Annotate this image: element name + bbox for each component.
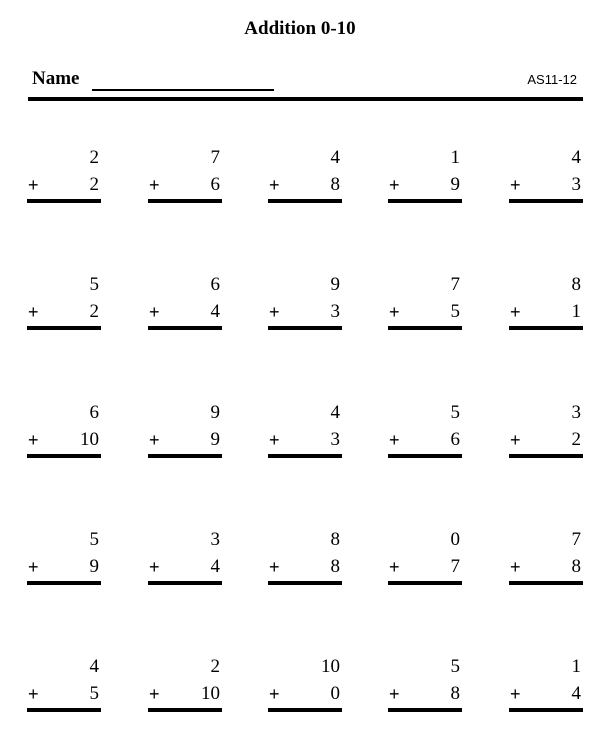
- plus-sign: +: [389, 430, 400, 450]
- answer-line[interactable]: [148, 454, 222, 458]
- answer-line[interactable]: [268, 326, 342, 330]
- top-number: 4: [89, 656, 99, 677]
- top-number: 7: [450, 274, 460, 295]
- problem: [268, 402, 342, 462]
- problem: [509, 147, 583, 207]
- plus-sign: +: [269, 557, 280, 577]
- answer-line[interactable]: [27, 454, 101, 458]
- answer-line[interactable]: [268, 708, 342, 712]
- top-number: 9: [330, 274, 340, 295]
- answer-line[interactable]: [148, 581, 222, 585]
- plus-sign: +: [269, 175, 280, 195]
- plus-sign: +: [510, 430, 521, 450]
- problem: [509, 402, 583, 462]
- answer-line[interactable]: [509, 326, 583, 330]
- problem: [27, 274, 101, 334]
- top-number: 7: [210, 147, 220, 168]
- problem: [148, 402, 222, 462]
- top-number: 4: [330, 147, 340, 168]
- bottom-number: 7: [450, 556, 460, 577]
- plus-sign: +: [149, 175, 160, 195]
- plus-sign: +: [269, 430, 280, 450]
- bottom-number: 8: [330, 556, 340, 577]
- problem: [388, 402, 462, 462]
- bottom-number: 0: [330, 683, 340, 704]
- problem: [388, 147, 462, 207]
- problem: [388, 274, 462, 334]
- plus-sign: +: [389, 175, 400, 195]
- problem: [509, 529, 583, 589]
- problem: [27, 147, 101, 207]
- problem: [148, 656, 222, 716]
- problem: [388, 529, 462, 589]
- answer-line[interactable]: [148, 199, 222, 203]
- bottom-number: 2: [89, 174, 99, 195]
- answer-line[interactable]: [388, 454, 462, 458]
- plus-sign: +: [28, 175, 39, 195]
- top-number: 3: [571, 402, 581, 423]
- answer-line[interactable]: [268, 199, 342, 203]
- bottom-number: 4: [210, 301, 220, 322]
- name-blank-line[interactable]: [92, 89, 274, 91]
- bottom-number: 10: [80, 429, 99, 450]
- answer-line[interactable]: [148, 708, 222, 712]
- header-rule: [28, 97, 583, 101]
- bottom-number: 6: [450, 429, 460, 450]
- top-number: 1: [450, 147, 460, 168]
- top-number: 7: [571, 529, 581, 550]
- plus-sign: +: [28, 430, 39, 450]
- bottom-number: 3: [571, 174, 581, 195]
- top-number: 0: [450, 529, 460, 550]
- top-number: 2: [89, 147, 99, 168]
- bottom-number: 5: [450, 301, 460, 322]
- problem: [148, 147, 222, 207]
- answer-line[interactable]: [509, 708, 583, 712]
- problem: [509, 274, 583, 334]
- bottom-number: 9: [89, 556, 99, 577]
- name-label: Name: [32, 68, 80, 89]
- problem: [268, 656, 342, 716]
- top-number: 1: [571, 656, 581, 677]
- bottom-number: 2: [571, 429, 581, 450]
- plus-sign: +: [149, 684, 160, 704]
- top-number: 6: [210, 274, 220, 295]
- top-number: 9: [210, 402, 220, 423]
- answer-line[interactable]: [388, 708, 462, 712]
- worksheet-code: AS11-12: [527, 72, 577, 87]
- problem: [148, 529, 222, 589]
- bottom-number: 5: [89, 683, 99, 704]
- top-number: 5: [450, 656, 460, 677]
- bottom-number: 8: [571, 556, 581, 577]
- plus-sign: +: [28, 557, 39, 577]
- answer-line[interactable]: [27, 708, 101, 712]
- answer-line[interactable]: [148, 326, 222, 330]
- top-number: 4: [330, 402, 340, 423]
- problem: [268, 147, 342, 207]
- answer-line[interactable]: [509, 581, 583, 585]
- answer-line[interactable]: [27, 326, 101, 330]
- plus-sign: +: [510, 684, 521, 704]
- top-number: 5: [89, 529, 99, 550]
- problem: [388, 656, 462, 716]
- plus-sign: +: [149, 302, 160, 322]
- plus-sign: +: [28, 302, 39, 322]
- plus-sign: +: [510, 302, 521, 322]
- answer-line[interactable]: [509, 454, 583, 458]
- problem: [27, 656, 101, 716]
- bottom-number: 9: [450, 174, 460, 195]
- problem: [509, 656, 583, 716]
- bottom-number: 3: [330, 301, 340, 322]
- answer-line[interactable]: [268, 454, 342, 458]
- top-number: 2: [210, 656, 220, 677]
- name-row: [30, 68, 583, 92]
- bottom-number: 4: [210, 556, 220, 577]
- bottom-number: 6: [210, 174, 220, 195]
- top-number: 6: [89, 402, 99, 423]
- bottom-number: 8: [330, 174, 340, 195]
- problem: [27, 529, 101, 589]
- bottom-number: 10: [201, 683, 220, 704]
- bottom-number: 4: [571, 683, 581, 704]
- problem: [268, 274, 342, 334]
- bottom-number: 1: [571, 301, 581, 322]
- answer-line[interactable]: [268, 581, 342, 585]
- bottom-number: 2: [89, 301, 99, 322]
- answer-line[interactable]: [27, 199, 101, 203]
- answer-line[interactable]: [388, 326, 462, 330]
- plus-sign: +: [389, 302, 400, 322]
- problem: [268, 529, 342, 589]
- worksheet-title: Addition 0-10: [244, 18, 356, 39]
- plus-sign: +: [389, 684, 400, 704]
- plus-sign: +: [389, 557, 400, 577]
- bottom-number: 8: [450, 683, 460, 704]
- answer-line[interactable]: [509, 199, 583, 203]
- answer-line[interactable]: [388, 581, 462, 585]
- plus-sign: +: [149, 430, 160, 450]
- problem: [148, 274, 222, 334]
- top-number: 8: [571, 274, 581, 295]
- answer-line[interactable]: [27, 581, 101, 585]
- plus-sign: +: [149, 557, 160, 577]
- plus-sign: +: [510, 557, 521, 577]
- plus-sign: +: [510, 175, 521, 195]
- top-number: 8: [330, 529, 340, 550]
- top-number: 5: [450, 402, 460, 423]
- bottom-number: 3: [330, 429, 340, 450]
- plus-sign: +: [269, 684, 280, 704]
- top-number: 5: [89, 274, 99, 295]
- top-number: 10: [321, 656, 340, 677]
- answer-line[interactable]: [388, 199, 462, 203]
- top-number: 3: [210, 529, 220, 550]
- plus-sign: +: [28, 684, 39, 704]
- problem: [27, 402, 101, 462]
- plus-sign: +: [269, 302, 280, 322]
- bottom-number: 9: [210, 429, 220, 450]
- top-number: 4: [571, 147, 581, 168]
